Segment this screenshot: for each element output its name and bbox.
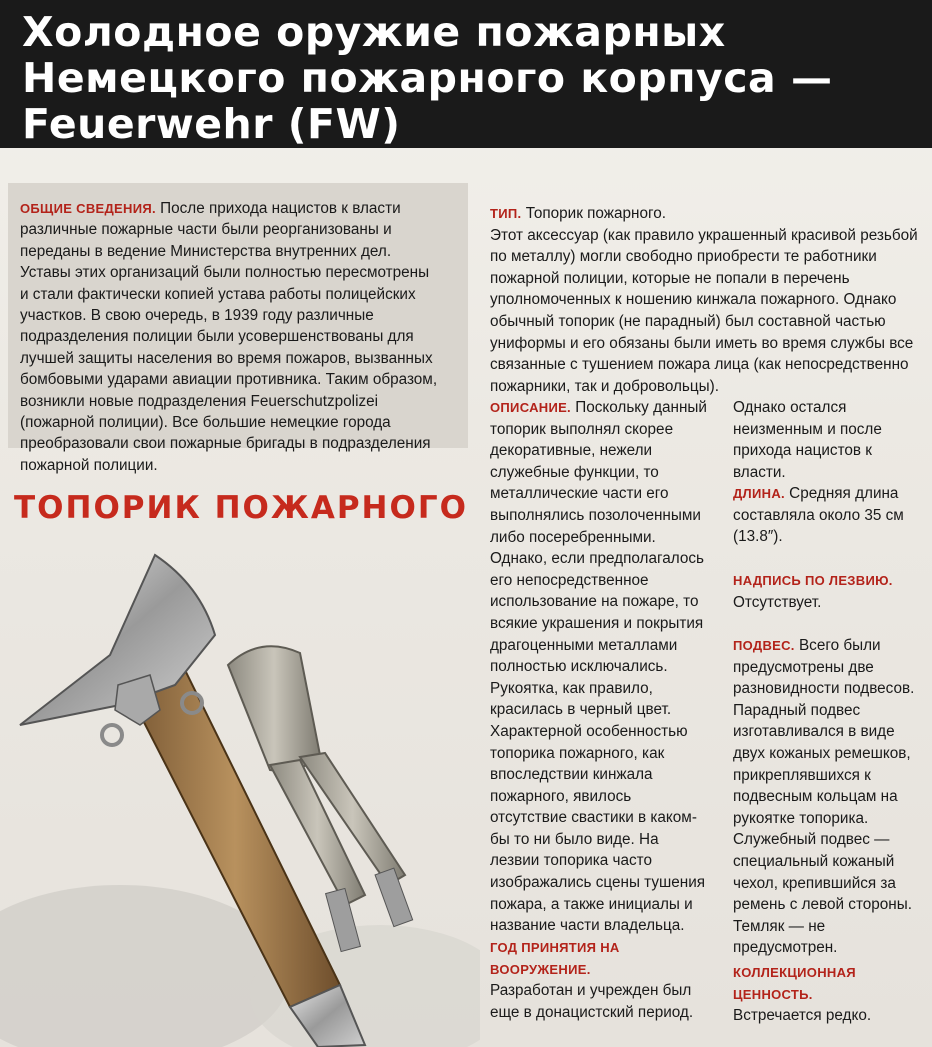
- continuation-block: [733, 397, 925, 483]
- value-block: [733, 962, 925, 1027]
- inscription-heading: НАДПИСЬ ПО ЛЕЗВИЮ.: [733, 573, 893, 588]
- type-text: Этот аксессуар (как правило украшенный красивой резьбой по металлу) могли свободно приобрести те работники пожарной полиции, которые не попали в перечень уполномоченных к ношению кинжала пожарного. Однако обычный топорик (не парадный) был составной частью униформы и его обязаны были иметь во время службы все связанные с тушением пожара лица (как непосредственно пожарники, так и добровольцы).: [490, 226, 918, 395]
- value-heading: КОЛЛЕКЦИОННАЯ ЦЕННОСТЬ.: [733, 965, 856, 1002]
- length-text: Средняя длина составляла около 35 см (13.8″).: [733, 485, 904, 546]
- description-heading: ОПИСАНИЕ.: [490, 400, 571, 415]
- type-heading: ТИП.: [490, 206, 522, 221]
- length-block: [733, 483, 925, 548]
- title-line-2: Немецкого пожарного корпуса —: [22, 54, 833, 102]
- suspension-text-3: Темляк — не предусмотрен.: [733, 917, 838, 957]
- type-block: [490, 203, 922, 397]
- axe-illustration: [0, 545, 480, 1047]
- overview-text: После прихода нацистов к власти различные пожарные части были реорганизованы и переданы в ведение Министерства внутренних дел. Уставы этих организаций были полностью пересмотрены и стали фактически копией устава работы полицейских участков. В свою очередь, в 1939 году различные подразделения полиции были усовершенствованы для лучшей защиты населения во время пожаров, вызванных бомбовыми ударами авиации противника. Таким образом, возникли новые подразделения Feuerschutzpolizei (пожарной полиции). Все большие немецкие города преобразовали свои пожарные бригады в подразделения пожарной полиции.: [20, 200, 438, 474]
- type-line: [490, 203, 922, 225]
- suspension-text: Всего были предусмотрены две разновидности подвесов. Парадный подвес изготавливался в виде двух кожаных ремешков, прикреплявшихся к подвесным кольцам на рукоятке топорика.: [733, 637, 915, 827]
- section-title: ТОПОРИК ПОЖАРНОГО: [14, 490, 468, 526]
- inscription-text: Отсутствует.: [733, 593, 822, 611]
- description-paragraph: [490, 397, 710, 937]
- inscription-block: [733, 570, 925, 613]
- length-paragraph: [733, 483, 925, 548]
- type-value: Топорик пожарного.: [525, 205, 666, 222]
- adopted-heading: ГОД ПРИНЯТИЯ НА ВООРУЖЕНИЕ.: [490, 940, 620, 977]
- overview-box: [8, 183, 468, 474]
- continuation-text: Однако остался неизменным и после прихода нацистов к власти.: [733, 399, 882, 481]
- suspension-text-2: Служебный подвес — специальный кожаный чехол, крепившийся за ремень с левой стороны.: [733, 831, 912, 914]
- suspension-paragraph: [733, 635, 928, 829]
- description-block: [490, 397, 710, 937]
- overview-paragraph: [20, 198, 440, 476]
- length-heading: ДЛИНА.: [733, 486, 785, 501]
- description-text: Поскольку данный топорик выполнял скорее декоративные, нежели служебные функции, то металлические части его выполнялись позолоченными либо посеребренными. Однако, если предполагалось его непосредственное использование на пожаре, то всякие украшения и покрытия драгоценными металлами полностью исключались. Рукоятка, как правило, красилась в черный цвет. Характерной особенностью топорика пожарного, как впоследствии кинжала пожарного, явилось отсутствие свастики в каком-бы то ни было виде. На лезвии топорика часто изображались сцены тушения пожара, а также инициалы и название части владельца.: [490, 399, 707, 935]
- adopted-block: [490, 937, 710, 1023]
- title-line-1: Холодное оружие пожарных: [22, 8, 726, 56]
- suspension-heading: ПОДВЕС.: [733, 638, 795, 653]
- title-line-3: Feuerwehr (FW): [22, 100, 401, 148]
- overview-heading: ОБЩИЕ СВЕДЕНИЯ.: [20, 201, 156, 216]
- value-text: Встречается редко.: [733, 1007, 872, 1025]
- suspension-block: [733, 635, 928, 959]
- adopted-text: Разработан и учрежден был еще в донацистский период.: [490, 982, 694, 1021]
- title-banner: [0, 0, 932, 148]
